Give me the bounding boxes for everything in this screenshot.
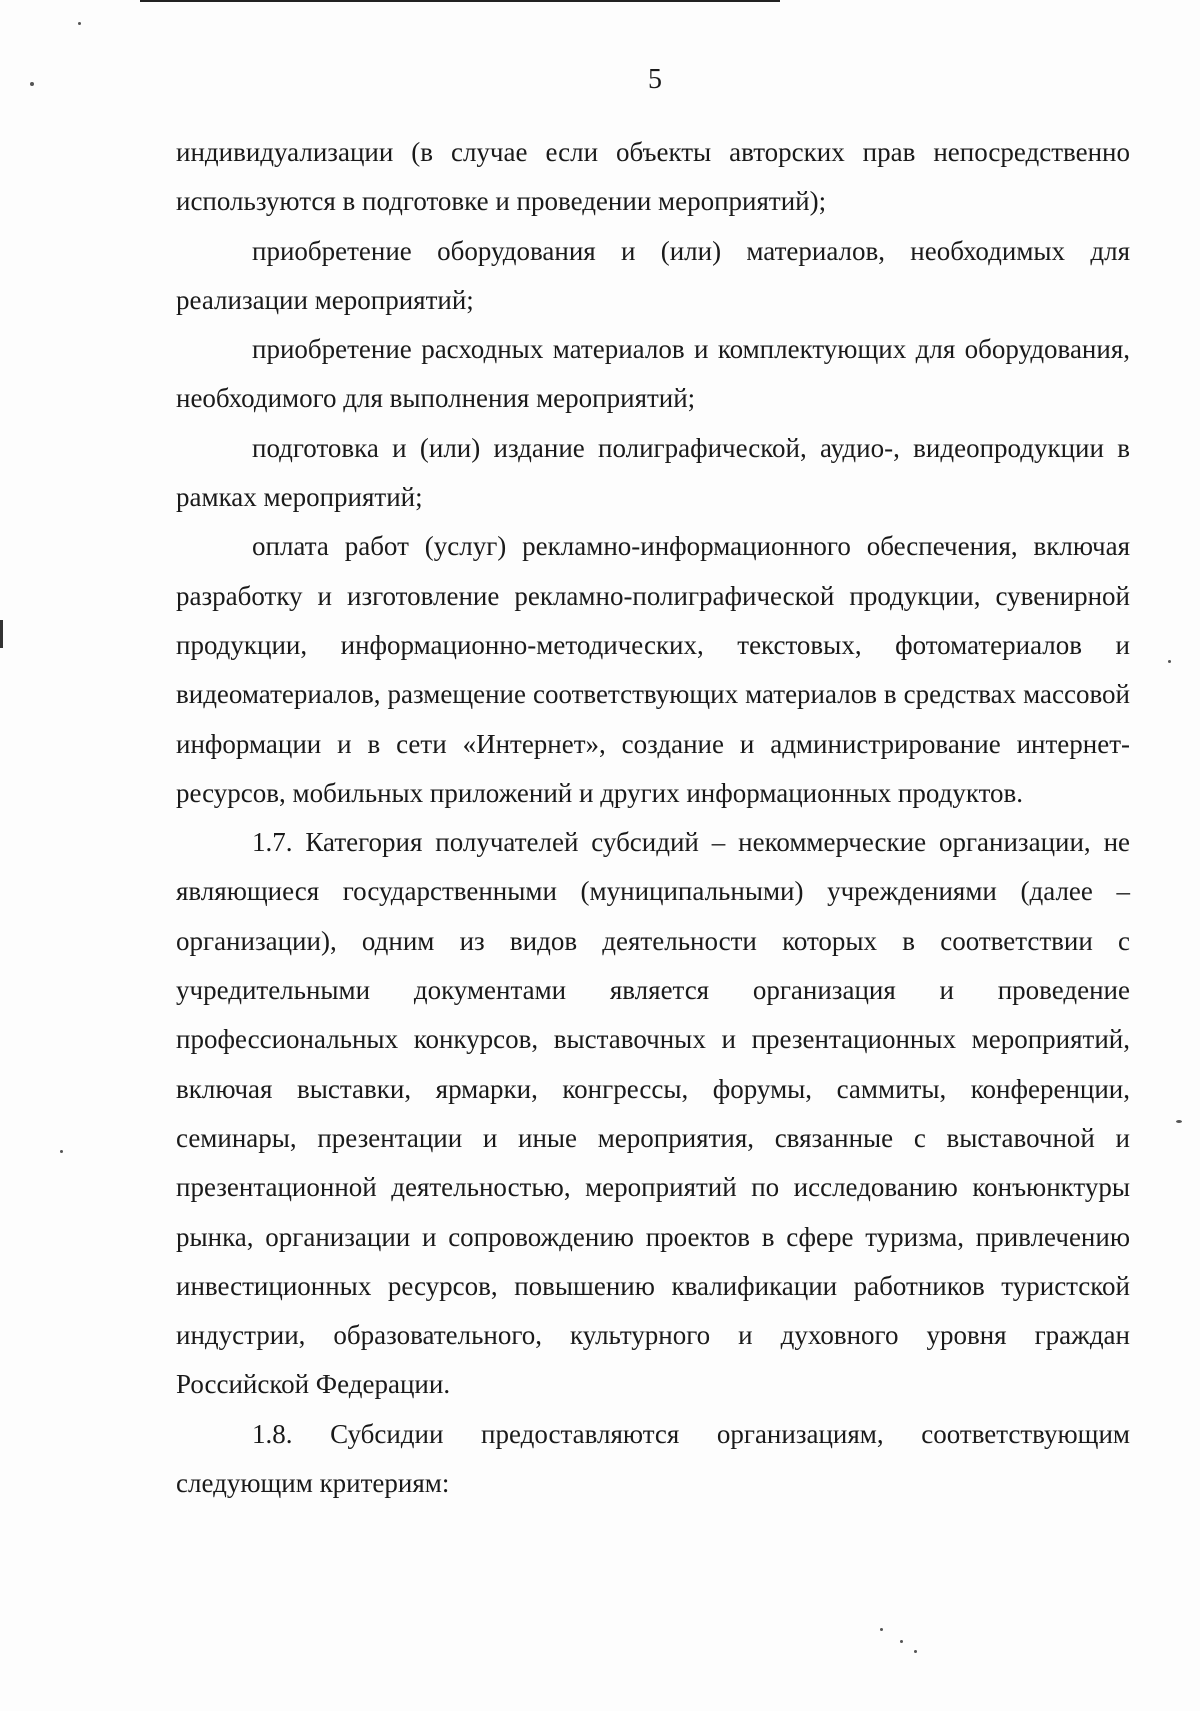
scan-speck [914, 1650, 917, 1653]
document-body [176, 128, 1130, 1508]
scan-speck [880, 1628, 883, 1631]
top-edge-rule [140, 0, 780, 2]
scan-speck [900, 1640, 903, 1643]
paragraph-continuation: индивидуализации (в случае если объекты авторских прав непосредственно используются в подготовке и проведении мероприятий); [176, 137, 1130, 217]
scan-speck [78, 22, 81, 25]
paragraph-1-7: 1.7. Категория получателей субсидий – некоммерческие организации, не являющиеся государственными (муниципальными) учреждениями (далее – организации), одним из видов деятельности которых в соответствии с учредительными документами является организация и проведение профессиональных конкурсов, выставочных и презентационных мероприятий, включая выставки, ярмарки, конгрессы, форумы, саммиты, конференции, семинары, презентации и иные мероприятия, связанные с выставочной и презентационной деятельностью, мероприятий по исследованию конъюнктуры рынка, организации и сопровождению проектов в сфере туризма, привлечению инвестиционных ресурсов, повышению квалификации работников туристской индустрии, образовательного, культурного и духовного уровня граждан Российской Федерации. [176, 827, 1130, 1400]
scan-margin-mark [0, 620, 3, 648]
scan-speck [60, 1150, 63, 1153]
scan-speck [1168, 660, 1171, 663]
paragraph-consumables: приобретение расходных материалов и комплектующих для оборудования, необходимого для выполнения мероприятий; [176, 334, 1130, 414]
scan-speck [1176, 1120, 1182, 1123]
paragraph-1-8: 1.8. Субсидии предоставляются организациям, соответствующим следующим критериям: [176, 1418, 1130, 1499]
paragraph-advertising: оплата работ (услуг) рекламно-информационного обеспечения, включая разработку и изготовление рекламно-полиграфической продукции, сувенирной продукции, информационно-методических, текстовых, фотоматериалов и видеоматериалов, размещение соответствующих материалов в средствах массовой информации и в сети «Интернет», создание и администрирование интернет-ресурсов, мобильных приложений и других информационных продуктов. [176, 531, 1130, 808]
paragraph-equipment: приобретение оборудования и (или) материалов, необходимых для реализации мероприятий; [176, 235, 1130, 315]
page-number: 5 [648, 64, 662, 95]
paragraph-printing: подготовка и (или) издание полиграфической, аудио-, видеопродукции в рамках мероприятий; [176, 432, 1130, 513]
scan-speck [30, 82, 34, 86]
